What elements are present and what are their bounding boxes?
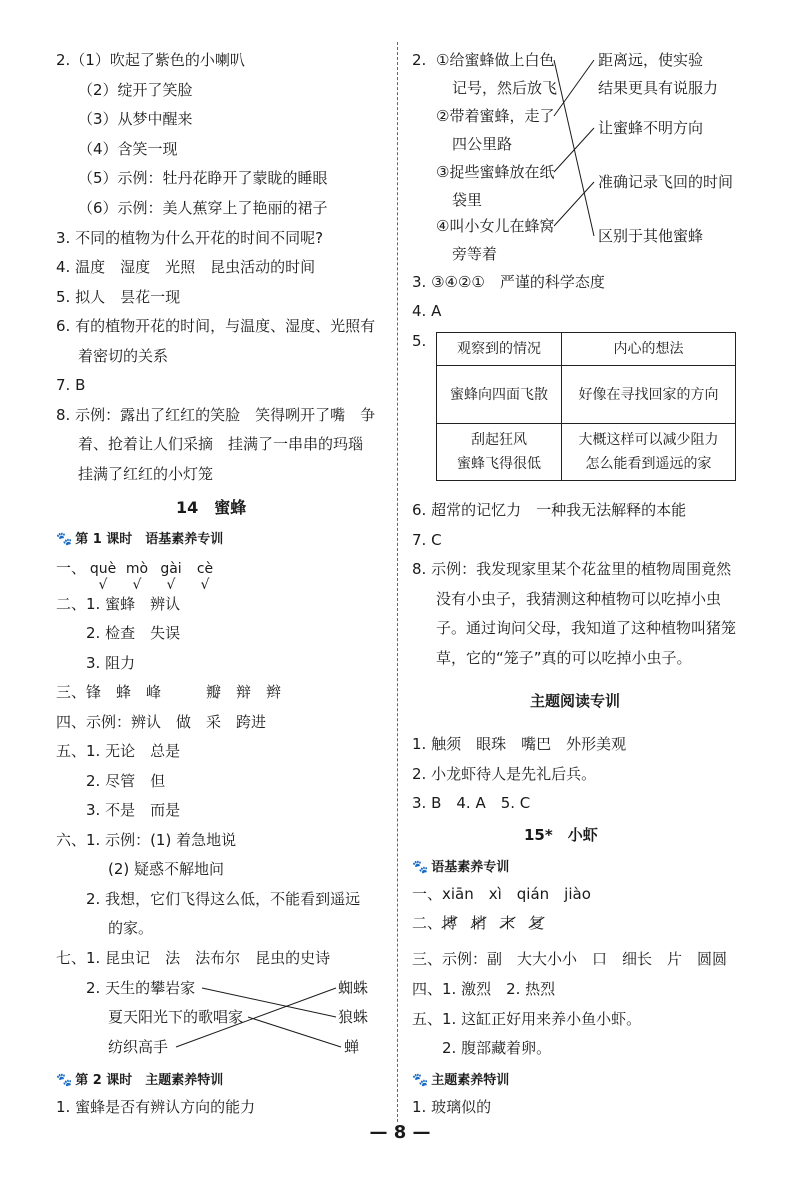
match-line [248,1017,341,1047]
answer-line: 2. 我想，它们飞得这么低，不能看到遥远 [86,890,361,908]
answer-line: （6）示例：美人蕉穿上了艳丽的裙子 [78,199,328,217]
table-header: 观察到的情况 [437,333,562,366]
table-cell: 蜜蜂向四面飞散 [437,366,562,424]
answer-line: 四、示例：辨认 做 采 跨进 [56,713,267,731]
match-lines [412,0,762,300]
answer-line: 6. 超常的记忆力 一种我无法解释的本能 [412,501,687,519]
section-heading: 🐾 第 2 课时 主题素养特训 [56,1073,224,1088]
answer-line: 没有小虫子，我猜测这种植物可以吃掉小虫 [436,590,722,608]
match-line [554,182,594,226]
answer-line: 8. 示例：我发现家里某个花盆里的植物周围竟然 [412,560,732,578]
match-lines [56,0,386,1120]
answer-line: 的家。 [108,919,154,937]
match-right-item: 让蜜蜂不明方向 [598,119,704,137]
match-right-item: 结果更具有说服力 [598,79,719,97]
lesson-title: 15* 小虾 [524,826,598,844]
match-right-item: 准确记录飞回的时间 [598,173,734,191]
answer-line: 3. 不是 而是 [86,801,181,819]
paw-icon: 🐾 [412,860,429,875]
struck-character: 博 [442,914,458,932]
answer-line: 7. C [412,531,442,549]
answer-line: 2. 尽管 但 [86,772,166,790]
paw-icon: 🐾 [56,532,73,547]
match-left-item: ②带着蜜蜂，走了 [436,107,555,125]
column-divider [397,42,398,1122]
answer-line: 4. A [412,302,442,320]
pinyin-row: què mò gài cè [89,561,214,577]
match-left-item: 2. 天生的攀岩家 [86,979,196,997]
table-cell: 刮起狂风 蜜蜂飞得很低 [437,424,562,481]
answer-line: 着、抢着让人们采摘 挂满了一串串的玛瑙 [78,435,364,453]
answer-line: 一、xiān xì qián jiào [412,885,591,903]
lesson-title: 14 蜜蜂 [176,498,247,517]
answer-line: 7. B [56,376,86,394]
answer-line: 3. 阻力 [86,654,136,672]
table-header: 内心的想法 [562,333,736,366]
answer-line: 2. 小龙虾待人是先礼后兵。 [412,765,597,783]
question-number: 5. [412,332,427,350]
pinyin-answer: 一、 què mò gài cè [56,558,222,579]
paw-icon: 🐾 [56,1073,73,1088]
observation-table [436,332,736,481]
answer-line: 六、1. 示例：(1) 着急地说 [56,831,237,849]
section-heading: 🐾 语基素养专训 [412,860,510,875]
paw-icon: 🐾 [412,1073,429,1088]
answer-line: 5. 拟人 昙花一现 [56,288,181,306]
answer-line: 三、示例：副 大大小小 口 细长 片 圆圆 [412,950,728,968]
match-line [554,60,594,236]
answer-line: (2) 疑惑不解地问 [108,860,225,878]
match-right-item: 距离远，使实验 [598,51,704,69]
answer-line: 8. 示例：露出了红红的笑脸 笑得咧开了嘴 争 [56,406,376,424]
answer-line: 草，它的“笼子”真的可以吃掉小虫子。 [436,649,692,667]
struck-character: 梢 [471,914,487,932]
table-cell: 好像在寻找回家的方向 [562,366,736,424]
match-left-item: ④叫小女儿在蜂窝 [436,217,555,235]
answer-line: （2）绽开了笑脸 [78,81,193,99]
answer-line: 3. 不同的植物为什么开花的时间不同呢? [56,229,324,247]
match-right-item: 蝉 [344,1038,360,1056]
page-number: — 8 — [369,1122,431,1143]
struck-character: 复 [529,914,545,932]
strike-answer: 二、博 梢 末 复 [412,914,545,932]
answer-line: 1. 蜜蜂是否有辨认方向的能力 [56,1098,256,1116]
check-icon: √ [132,577,142,593]
match-left-item: 夏天阳光下的歌唱家 [108,1008,244,1026]
answer-line: 6. 有的植物开花的时间，与温度、湿度、光照有 [56,317,376,335]
answer-line: 1. 玻璃似的 [412,1098,492,1116]
match-left-item: 四公里路 [452,135,513,153]
answer-line: 着密切的关系 [78,347,169,365]
match-left-item: ③捉些蜜蜂放在纸 [436,163,555,181]
match-left-item: 旁等着 [452,245,498,263]
answer-line: （4）含笑一现 [78,140,178,158]
answer-line: （5）示例：牡丹花睁开了蒙眬的睡眼 [78,169,328,187]
answer-line: 五、1. 这缸正好用来养小鱼小虾。 [412,1010,642,1028]
answer-line: 七、1. 昆虫记 法 法布尔 昆虫的史诗 [56,949,331,967]
answer-line: 五、1. 无论 总是 [56,742,181,760]
table-cell: 大概这样可以减少阻力 怎么能看到遥远的家 [562,424,736,481]
answer-line: 2. 检查 失误 [86,624,181,642]
check-icon: √ [200,577,210,593]
answer-line: 4. 温度 湿度 光照 昆虫活动的时间 [56,258,316,276]
match-left-item: ①给蜜蜂做上白色 [436,51,555,69]
match-line [554,128,594,172]
check-icon: √ [98,577,108,593]
answer-line: 子。通过询问父母，我知道了这种植物叫猪笼 [436,619,737,637]
answer-line: 挂满了红红的小灯笼 [78,465,214,483]
answer-line: 2. 腹部藏着卵。 [442,1039,552,1057]
match-left-item: 袋里 [452,191,483,209]
match-right-item: 狼蛛 [338,1008,369,1026]
check-icon: √ [166,577,176,593]
match-right-item: 区别于其他蜜蜂 [598,227,704,245]
answer-line: 三、锋 蜂 峰 瓣 辩 辫 [56,683,282,701]
answer-line: （3）从梦中醒来 [78,110,193,128]
section-title: 主题阅读专训 [530,692,621,710]
answer-line: 二、1. 蜜蜂 辨认 [56,595,181,613]
answer-line: 3. B 4. A 5. C [412,794,531,812]
question-number: 2. [412,51,427,69]
match-left-item: 记号，然后放飞 [452,79,558,97]
answer-line: 3. ③④②① 严谨的科学态度 [412,273,605,291]
struck-character: 末 [500,914,516,932]
answer-line: 1. 触须 眼珠 嘴巴 外形美观 [412,735,627,753]
section-heading: 🐾 第 1 课时 语基素养专训 [56,532,224,547]
match-left-item: 纺织高手 [108,1038,169,1056]
match-right-item: 蜘蛛 [338,979,369,997]
answer-line: 四、1. 激烈 2. 热烈 [412,980,556,998]
section-heading: 🐾 主题素养特训 [412,1073,510,1088]
answer-line: 2.（1）吹起了紫色的小喇叭 [56,51,245,69]
